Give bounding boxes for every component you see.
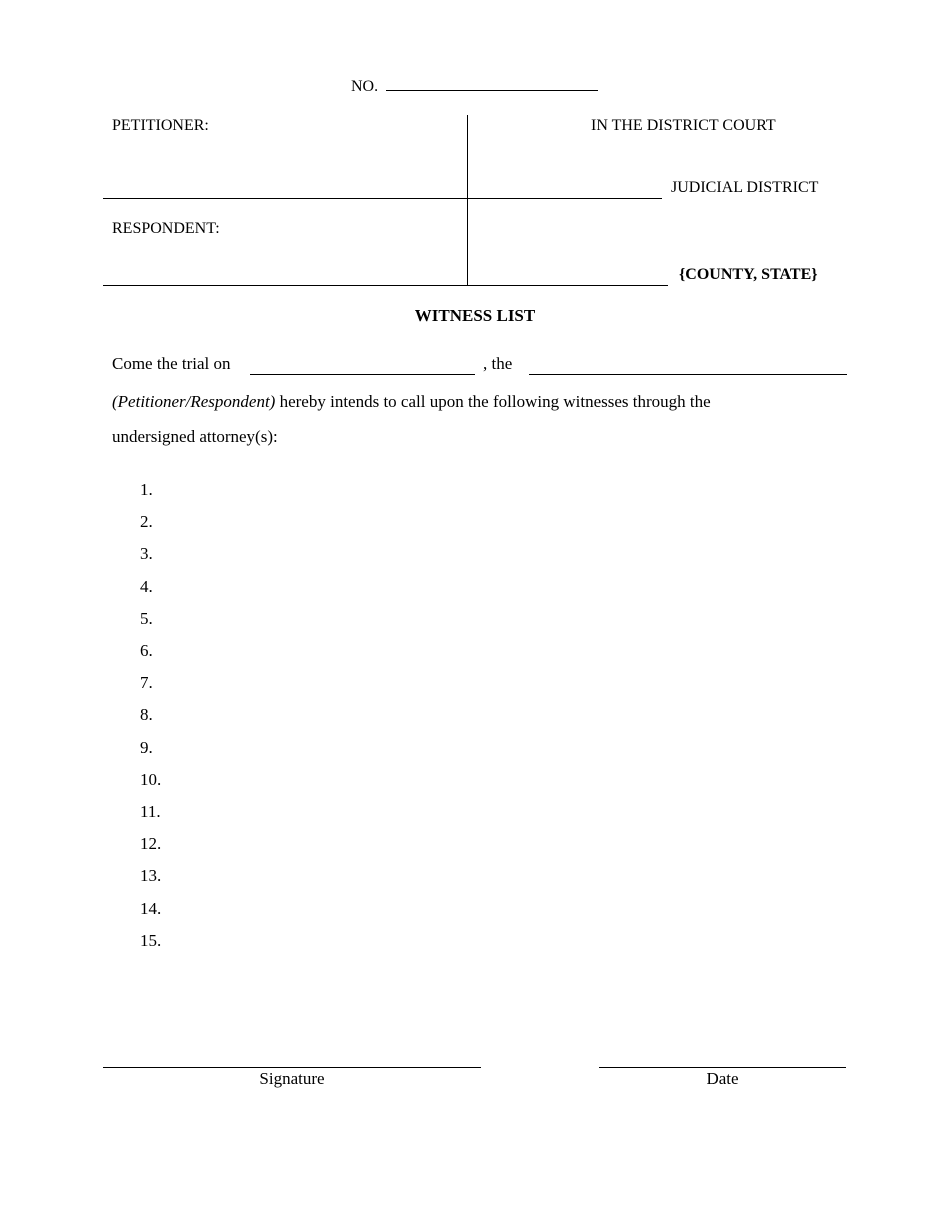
respondent-label: RESPONDENT: [112, 220, 220, 237]
trial-prefix: Come the trial on [112, 354, 231, 373]
witness-item[interactable]: 9. [140, 737, 153, 757]
trial-date-field[interactable] [250, 374, 475, 375]
witness-item[interactable]: 13. [140, 866, 162, 886]
case-number-line [351, 78, 598, 96]
date-line[interactable] [599, 1067, 846, 1068]
witness-item[interactable]: 6. [140, 641, 153, 660]
witness-item[interactable]: 8. [140, 705, 153, 725]
witness-item[interactable]: 15. [140, 930, 162, 950]
petitioner-label: PETITIONER: [112, 117, 209, 134]
judicial-district-label: JUDICIAL DISTRICT [671, 179, 819, 196]
petitioner-line[interactable] [103, 198, 468, 199]
party-italic: (Petitioner/Respondent) [112, 392, 276, 411]
county-line[interactable] [468, 285, 668, 286]
witness-item[interactable]: 10. [140, 769, 162, 789]
respondent-line[interactable] [103, 285, 468, 286]
district-number-line[interactable] [468, 198, 662, 199]
witness-item[interactable]: 4. [140, 576, 153, 596]
page-title: WITNESS LIST [414, 306, 536, 325]
court-label: IN THE DISTRICT COURT [591, 117, 776, 134]
witness-item[interactable]: 1. [140, 480, 153, 499]
witness-item[interactable]: 5. [140, 608, 153, 628]
intent-line-2: undersigned attorney(s): [112, 427, 278, 446]
witness-item[interactable]: 14. [140, 898, 162, 918]
signature-label: Signature [259, 1069, 325, 1088]
intent-line-1-rest: hereby intends to call upon the following witnesses through the [275, 392, 711, 411]
witness-item[interactable]: 12. [140, 834, 162, 854]
signature-line[interactable] [103, 1067, 481, 1068]
witness-item[interactable]: 3. [140, 544, 153, 564]
intent-line-1 [112, 392, 711, 412]
case-number-label: NO. [351, 78, 379, 95]
trial-mid: , the [483, 354, 513, 373]
witness-item[interactable]: 11. [140, 802, 161, 821]
case-number-field[interactable] [386, 90, 598, 91]
caption-divider [467, 115, 468, 286]
witness-item[interactable]: 7. [140, 673, 153, 693]
party-name-field[interactable] [529, 374, 847, 375]
county-state-label: {COUNTY, STATE} [679, 266, 818, 283]
date-label: Date [706, 1069, 739, 1088]
witness-item[interactable]: 2. [140, 512, 153, 532]
